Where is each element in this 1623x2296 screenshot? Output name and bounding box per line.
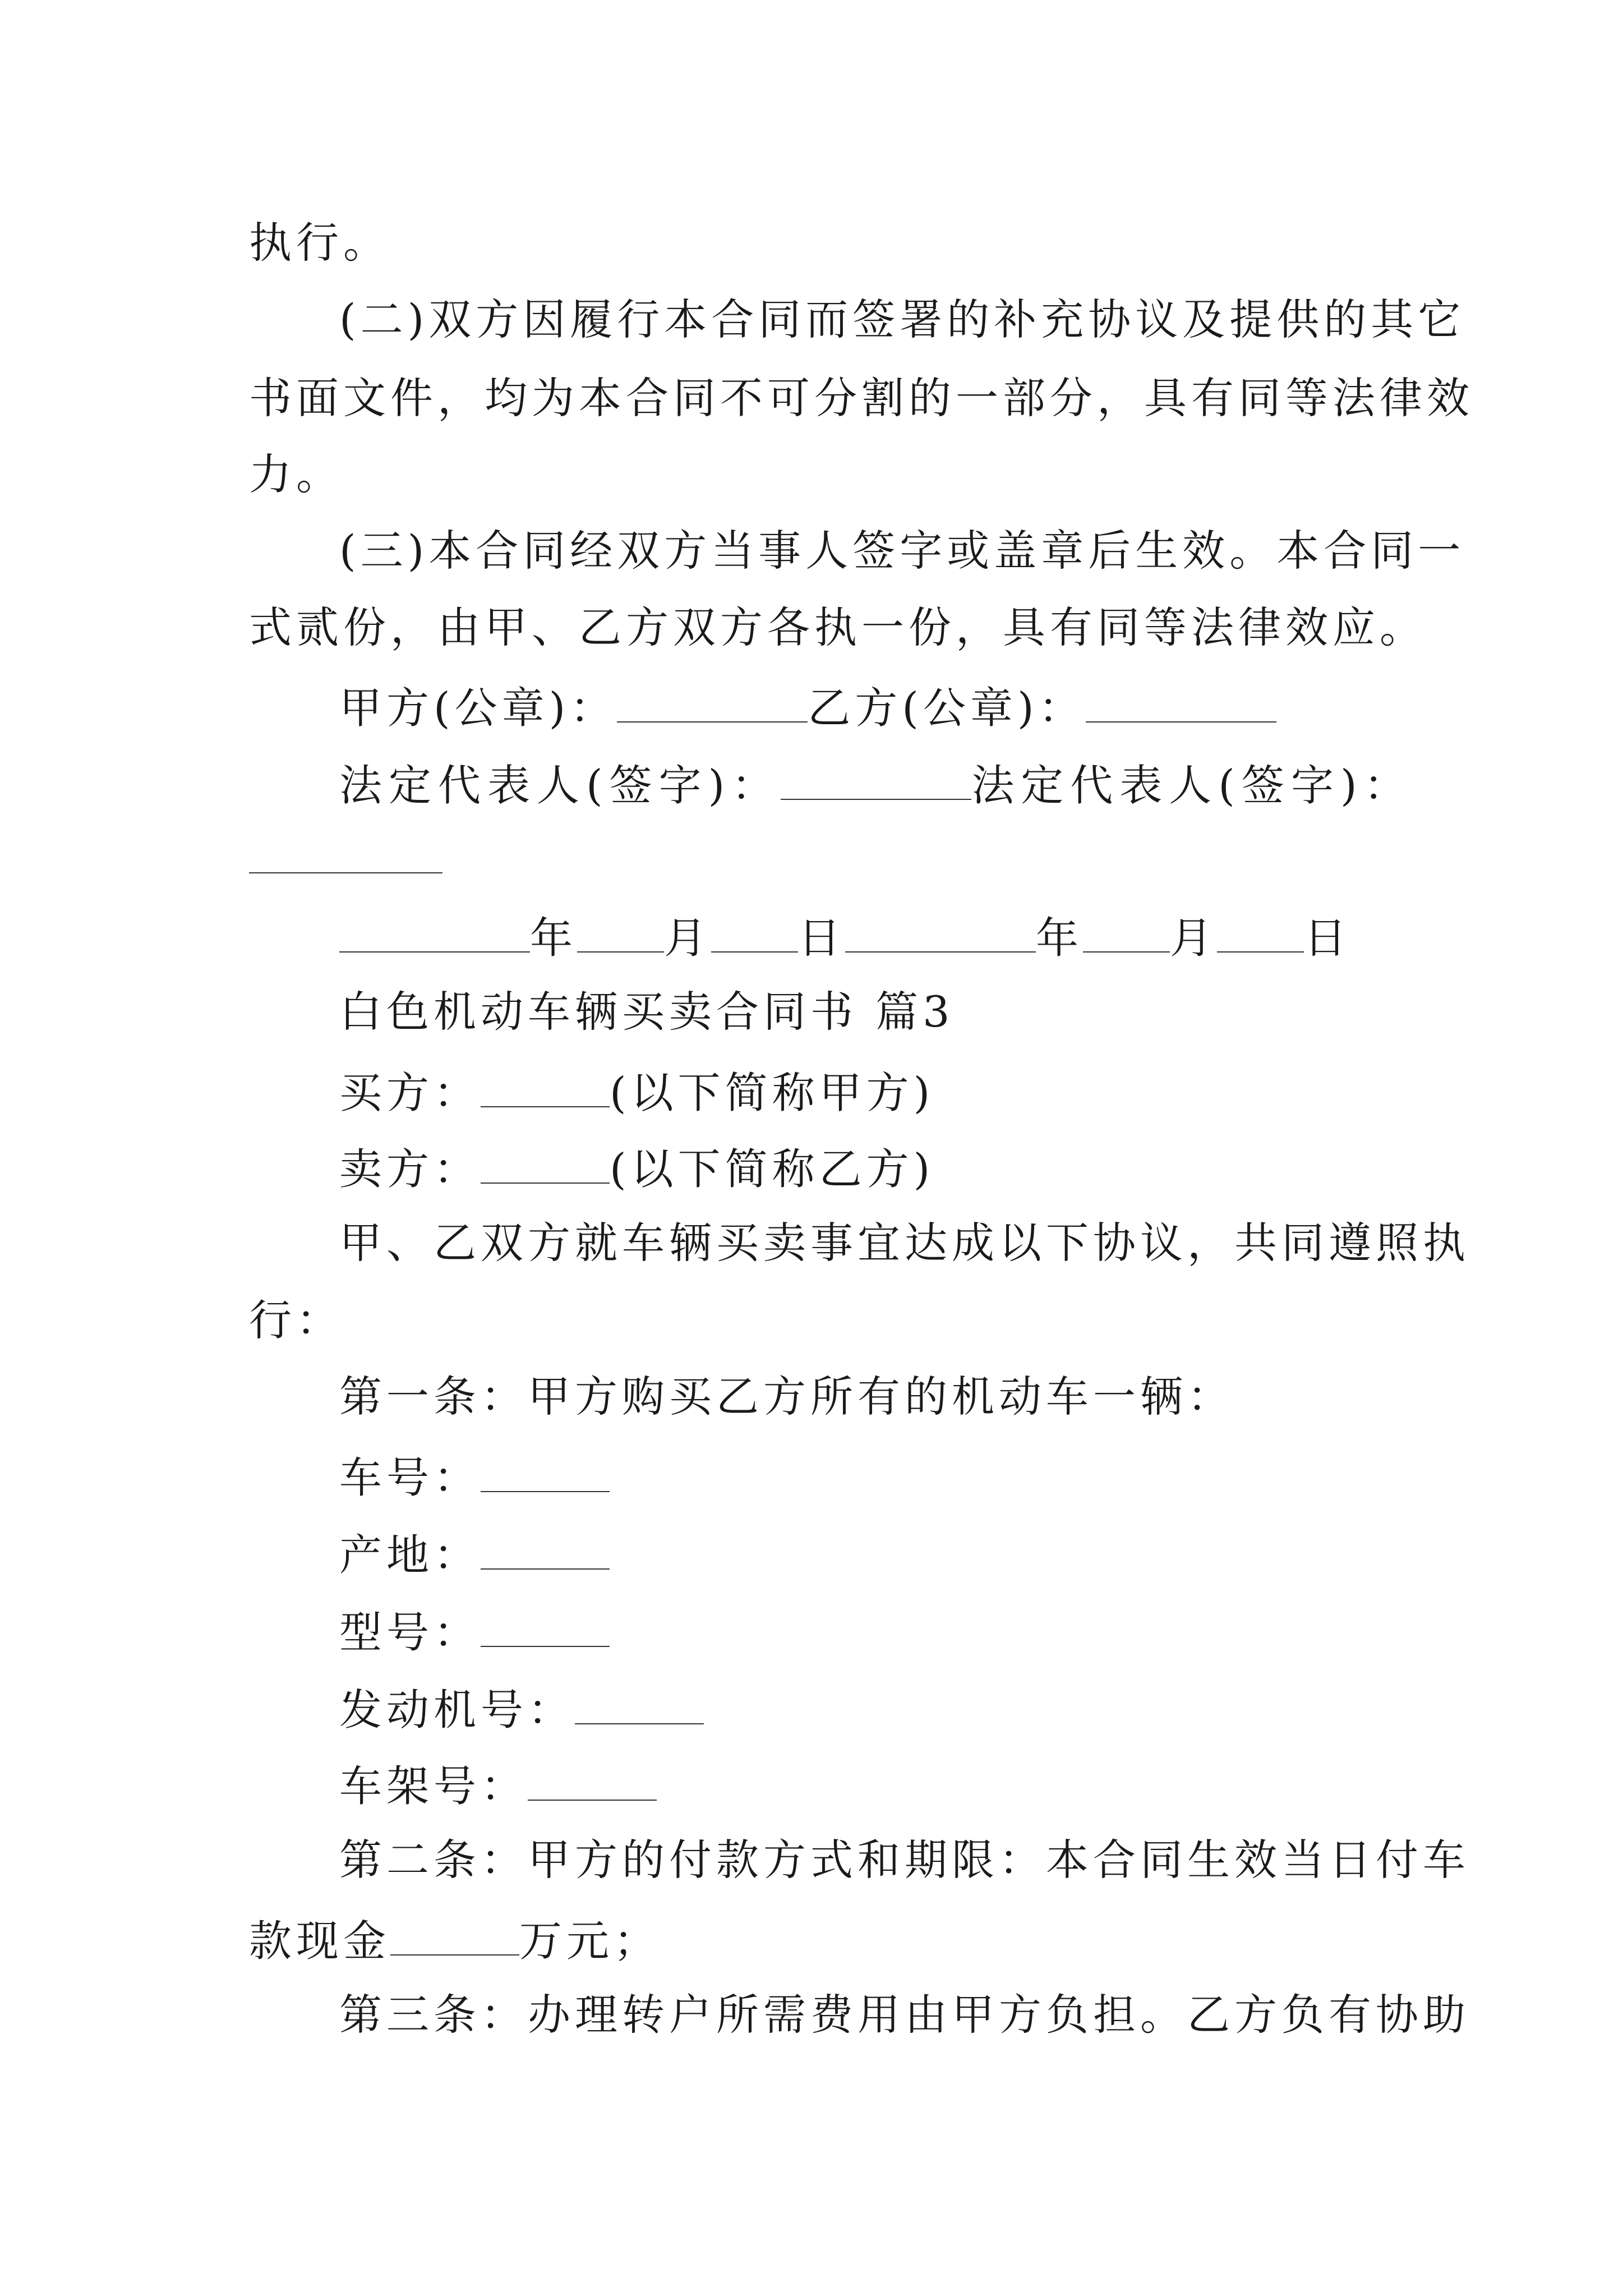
article-2-cont: [249, 1916, 661, 1966]
party-b-seal-label: 乙方(公章)：: [808, 683, 1086, 733]
field-label: 发动机号：: [339, 1685, 575, 1735]
rep-a-blank: [781, 761, 971, 800]
article-3: 第三条：办理转户所需费用由甲方负担。乙方负有协助: [339, 1990, 1470, 2040]
buyer-line: [339, 1068, 935, 1118]
party-b-seal-blank: [1086, 683, 1276, 723]
article-1: 第一条：甲方购买乙方所有的机动车一辆：: [339, 1372, 1234, 1421]
year-label: 年: [1036, 913, 1083, 963]
field-label: 型号：: [339, 1607, 481, 1658]
seal-line: [339, 683, 1276, 733]
field-blank: [481, 1608, 610, 1647]
intro-line: 甲、乙双方就车辆买卖事宜达成以下协议，共同遵照执: [339, 1218, 1470, 1268]
month-label: 月: [1170, 913, 1217, 963]
field-blank: [481, 1453, 610, 1492]
rep-b-blank: [249, 872, 442, 873]
paragraph-line: 力。: [249, 449, 343, 499]
article-2: 第二条：甲方的付款方式和期限：本合同生效当日付车: [339, 1835, 1470, 1885]
paragraph-line: (二)双方因履行本合同而签署的补充协议及提供的其它: [339, 295, 1465, 344]
day-blank: [1217, 913, 1304, 953]
field-engine-number: [339, 1685, 704, 1735]
section-title: 白色机动车辆买卖合同书 篇3: [339, 987, 955, 1037]
field-label: 车号：: [339, 1452, 481, 1503]
field-model: [339, 1607, 610, 1658]
party-a-seal-label: 甲方(公章)：: [339, 683, 617, 733]
representative-line: [339, 760, 1413, 811]
paragraph-line: 式贰份，由甲、乙方双方各执一份，具有同等法律效应。: [249, 602, 1427, 652]
month-blank: [1083, 913, 1170, 953]
rep-b-label: 法定代表人(签字)：: [971, 760, 1413, 811]
paragraph-line: (三)本合同经双方当事人签字或盖章后生效。本合同一: [339, 526, 1465, 576]
seller-label: 卖方：: [339, 1144, 481, 1194]
buyer-suffix: (以下简称甲方): [610, 1068, 935, 1118]
seller-blank: [481, 1144, 610, 1184]
field-blank: [528, 1761, 657, 1801]
buyer-blank: [481, 1068, 610, 1107]
party-a-seal-blank: [617, 683, 808, 723]
field-origin: [339, 1530, 610, 1580]
field-blank: [481, 1530, 610, 1570]
payment-prefix: 款现金: [249, 1916, 390, 1966]
rep-a-label: 法定代表人(签字)：: [339, 760, 781, 811]
field-label: 车架号：: [339, 1761, 528, 1811]
day-label: 日: [798, 913, 845, 963]
field-plate-number: [339, 1452, 610, 1503]
seller-suffix: (以下简称乙方): [610, 1144, 935, 1194]
payment-suffix: 万元；: [519, 1916, 661, 1966]
year-blank: [339, 913, 530, 953]
field-label: 产地：: [339, 1530, 481, 1580]
payment-blank: [390, 1916, 519, 1955]
field-frame-number: [339, 1761, 657, 1811]
paragraph-line: 执行。: [249, 218, 390, 268]
buyer-label: 买方：: [339, 1068, 481, 1118]
day-label: 日: [1304, 913, 1351, 963]
seller-line: [339, 1144, 935, 1194]
year-label: 年: [530, 913, 577, 963]
month-label: 月: [664, 913, 711, 963]
date-line: [339, 913, 1351, 963]
intro-line: 行：: [249, 1295, 343, 1345]
month-blank: [577, 913, 664, 953]
year-blank: [845, 913, 1036, 953]
field-blank: [575, 1685, 704, 1724]
paragraph-line: 书面文件，均为本合同不可分割的一部分，具有同等法律效: [249, 373, 1474, 423]
day-blank: [711, 913, 798, 953]
